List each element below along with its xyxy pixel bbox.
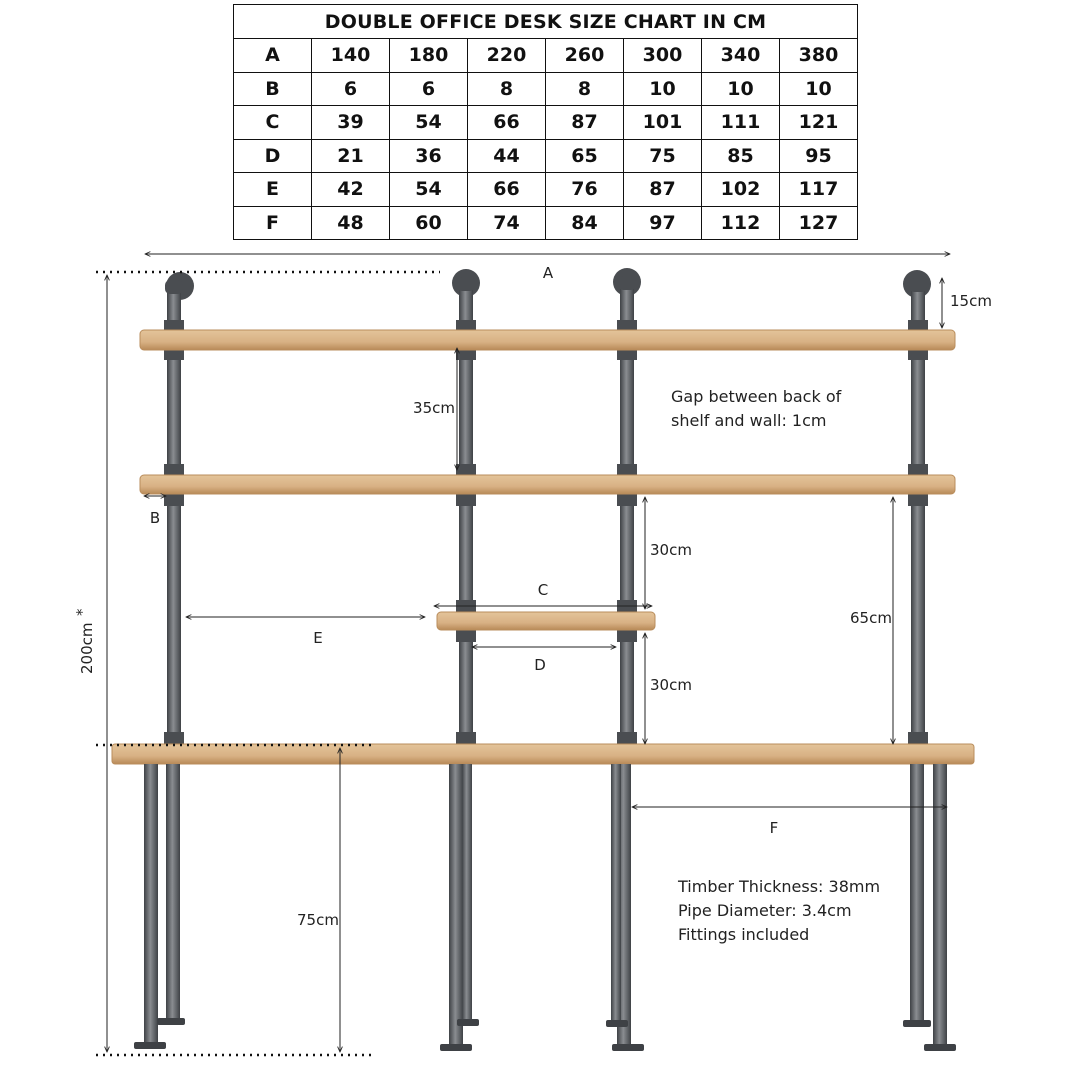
tee-fitting [164, 732, 184, 744]
table-cell: 21 [312, 139, 390, 173]
table-cell: 10 [702, 72, 780, 106]
middle-shelf [140, 475, 955, 494]
label-c: C [537, 581, 549, 599]
elbow-fitting [909, 278, 927, 292]
table-cell: 75 [624, 139, 702, 173]
tee-fitting [456, 494, 476, 506]
label-b: B [149, 509, 161, 527]
label-35cm: 35cm [413, 399, 455, 417]
note-wall-gap-line1: Gap between back of [671, 387, 842, 406]
table-cell: 102 [702, 173, 780, 207]
table-cell: 220 [468, 39, 546, 73]
tee-fitting [617, 494, 637, 506]
table-cell: 140 [312, 39, 390, 73]
desk-leg [933, 764, 947, 1046]
table-cell: 97 [624, 206, 702, 240]
top-shelf [140, 330, 955, 350]
label-200cm: 200cm [78, 622, 96, 674]
note-timber-thickness: Timber Thickness: 38mm [678, 877, 881, 896]
note-wall-gap-line2: shelf and wall: 1cm [671, 411, 827, 430]
table-cell: 112 [702, 206, 780, 240]
label-65cm: 65cm [850, 609, 892, 627]
table-cell: 117 [780, 173, 858, 207]
table-cell: 87 [546, 106, 624, 140]
table-cell: 87 [624, 173, 702, 207]
tee-fitting [617, 464, 637, 476]
table-cell: 66 [468, 106, 546, 140]
table-cell: 95 [780, 139, 858, 173]
row-label: E [234, 173, 312, 207]
table-cell: 48 [312, 206, 390, 240]
table-cell: 380 [780, 39, 858, 73]
table-cell: 8 [468, 72, 546, 106]
dimension-lines [107, 254, 950, 1052]
row-label: F [234, 206, 312, 240]
table-cell: 39 [312, 106, 390, 140]
desk-leg [462, 764, 472, 1022]
floor-flange [157, 1018, 185, 1025]
table-cell: 6 [390, 72, 468, 106]
tee-fitting [456, 732, 476, 744]
floor-flange [903, 1020, 931, 1027]
floor-flange [457, 1019, 479, 1026]
label-30cm-upper: 30cm [650, 541, 692, 559]
elbow-fitting [457, 277, 475, 291]
desk-leg [611, 764, 621, 1022]
small-shelf [437, 612, 655, 630]
label-75cm: 75cm [297, 911, 339, 929]
table-cell: 121 [780, 106, 858, 140]
tee-fitting [164, 464, 184, 476]
elbow-fitting [618, 276, 636, 290]
floor-flange [440, 1044, 472, 1051]
desk-leg [910, 764, 924, 1022]
table-cell: 65 [546, 139, 624, 173]
shelves [112, 330, 974, 764]
table-cell: 8 [546, 72, 624, 106]
note-fittings: Fittings included [678, 925, 810, 944]
tee-fitting [908, 732, 928, 744]
size-chart-title: DOUBLE OFFICE DESK SIZE CHART IN CM [234, 5, 858, 39]
tee-fitting [617, 630, 637, 642]
table-cell: 10 [624, 72, 702, 106]
label-a: A [542, 264, 554, 282]
note-pipe-diameter: Pipe Diameter: 3.4cm [678, 901, 852, 920]
row-label: A [234, 39, 312, 73]
table-cell: 6 [312, 72, 390, 106]
desk-leg [166, 764, 180, 1022]
table-cell: 74 [468, 206, 546, 240]
label-30cm-lower: 30cm [650, 676, 692, 694]
table-cell: 300 [624, 39, 702, 73]
floor-flange [606, 1020, 628, 1027]
label-200cm-asterisk: * [73, 608, 91, 616]
table-cell: 85 [702, 139, 780, 173]
floor-flange [924, 1044, 956, 1051]
dimension-labels [73, 264, 992, 929]
label-200cm-group [73, 608, 96, 674]
table-cell: 10 [780, 72, 858, 106]
table-cell: 54 [390, 173, 468, 207]
row-label: C [234, 106, 312, 140]
table-cell: 44 [468, 139, 546, 173]
tee-fitting [617, 732, 637, 744]
tee-fitting [908, 494, 928, 506]
table-cell: 76 [546, 173, 624, 207]
tee-fitting [456, 630, 476, 642]
notes [671, 387, 880, 944]
label-e: E [313, 629, 323, 647]
label-d: D [534, 656, 546, 674]
table-cell: 260 [546, 39, 624, 73]
table-cell: 340 [702, 39, 780, 73]
floor-flange [134, 1042, 166, 1049]
table-cell: 127 [780, 206, 858, 240]
table-cell: 101 [624, 106, 702, 140]
table-cell: 84 [546, 206, 624, 240]
table-cell: 36 [390, 139, 468, 173]
floor-flange [612, 1044, 644, 1051]
row-label: B [234, 72, 312, 106]
elbow-fitting [165, 280, 183, 294]
table-cell: 180 [390, 39, 468, 73]
table-cell: 66 [468, 173, 546, 207]
table-cell: 54 [390, 106, 468, 140]
row-label: D [234, 139, 312, 173]
tee-fitting [908, 464, 928, 476]
desk-leg [144, 764, 158, 1046]
table-cell: 42 [312, 173, 390, 207]
desk-top [112, 744, 974, 764]
tee-fitting [456, 464, 476, 476]
desk-leg [449, 764, 463, 1046]
table-cell: 111 [702, 106, 780, 140]
tee-fitting [164, 494, 184, 506]
label-f: F [769, 819, 779, 837]
table-cell: 60 [390, 206, 468, 240]
label-15cm: 15cm [950, 292, 992, 310]
